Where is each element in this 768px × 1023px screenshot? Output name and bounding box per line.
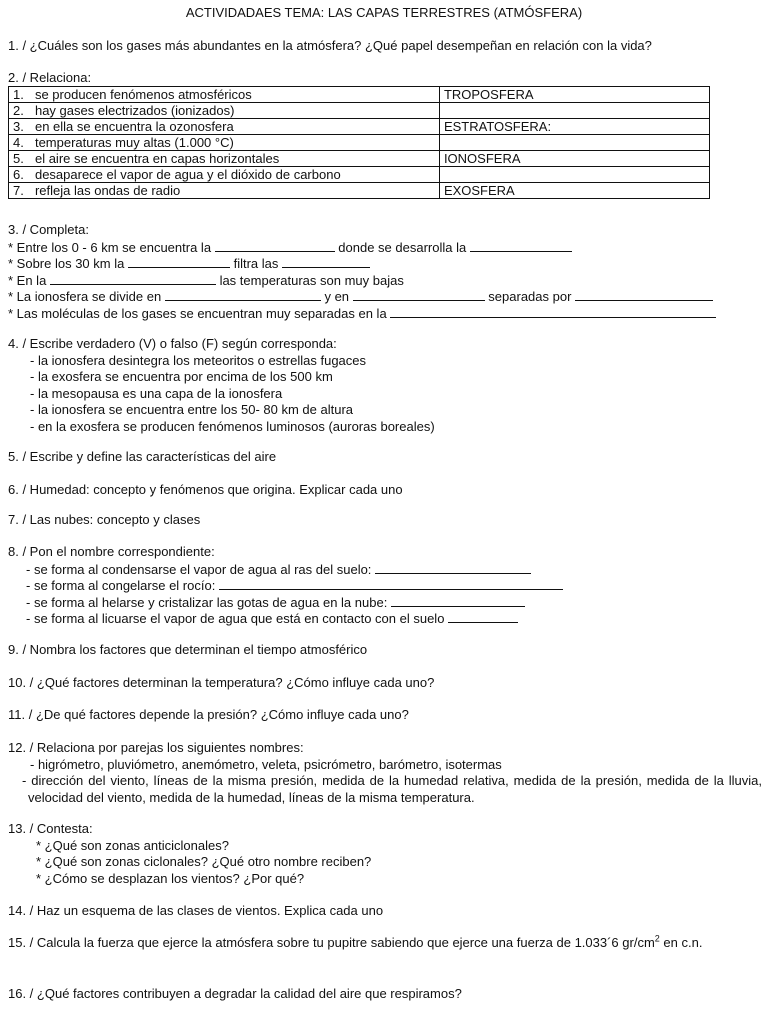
row-layer: EXOSFERA — [439, 183, 709, 199]
answer-blank[interactable] — [353, 288, 485, 301]
question-10: 10. / ¿Qué factores determinan la temperatura? ¿Cómo influye cada uno? — [8, 675, 435, 690]
row-description: en ella se encuentra la ozonosfera — [31, 119, 439, 135]
row-layer: TROPOSFERA — [439, 87, 709, 103]
answer-blank[interactable] — [391, 594, 525, 607]
question-11: 11. / ¿De qué factores depende la presión? ¿Cómo influye cada uno? — [8, 707, 409, 722]
row-number: 1. — [9, 87, 31, 103]
row-layer: IONOSFERA — [439, 151, 709, 167]
completion-line: * Sobre los 30 km la filtra las — [8, 255, 762, 272]
table-row — [9, 87, 710, 103]
question-4 — [8, 336, 762, 435]
row-number: 2. — [9, 103, 31, 119]
row-description: el aire se encuentra en capas horizontales — [31, 151, 439, 167]
answer-blank[interactable] — [128, 255, 230, 268]
row-description: se producen fenómenos atmosféricos — [31, 87, 439, 103]
row-description: desaparece el vapor de agua y el dióxido de carbono — [31, 167, 439, 183]
question-3-heading: 3. / Completa: — [8, 222, 89, 237]
list-item: - se forma al licuarse el vapor de agua que está en contacto con el suelo — [8, 610, 762, 627]
measure-list: - dirección del viento, líneas de la misma presión, medida de la humedad relativa, medida de la presión, medida de la lluvia, velocidad del viento, medida de la humedad, líneas de la misma temperatura. — [22, 773, 762, 805]
list-item: - la exosfera se encuentra por encima de los 500 km — [30, 369, 333, 384]
question-4-heading: 4. / Escribe verdadero (V) o falso (F) según corresponda: — [8, 336, 337, 351]
relation-table — [8, 86, 710, 199]
answer-blank[interactable] — [470, 239, 572, 252]
list-item: - en la exosfera se producen fenómenos luminosos (auroras boreales) — [30, 418, 435, 434]
list-item: * ¿Qué son zonas ciclonales? ¿Qué otro nombre reciben? — [36, 854, 372, 869]
completion-line: * La ionosfera se divide en y en separadas por — [8, 288, 762, 305]
question-13-heading: 13. / Contesta: — [8, 821, 93, 836]
answer-blank[interactable] — [448, 610, 518, 623]
answer-blank[interactable] — [390, 305, 716, 318]
table-row — [9, 103, 710, 119]
question-1: 1. / ¿Cuáles son los gases más abundantes en la atmósfera? ¿Qué papel desempeñan en relación con la vida? — [8, 38, 652, 53]
row-number: 4. — [9, 135, 31, 151]
table-row — [9, 167, 710, 183]
list-item: - se forma al helarse y cristalizar las gotas de agua en la nube: — [8, 594, 762, 611]
completion-line: * En la las temperaturas son muy bajas — [8, 272, 404, 288]
question-8-heading: 8. / Pon el nombre correspondiente: — [8, 544, 215, 559]
question-13 — [8, 821, 762, 887]
table-row — [9, 151, 710, 167]
table-row — [9, 135, 710, 151]
list-item: - se forma al condensarse el vapor de agua al ras del suelo: — [8, 561, 762, 578]
row-description: hay gases electrizados (ionizados) — [31, 103, 439, 119]
answer-blank[interactable] — [165, 288, 321, 301]
question-6: 6. / Humedad: concepto y fenómenos que origina. Explicar cada uno — [8, 482, 403, 497]
row-number: 6. — [9, 167, 31, 183]
table-row — [9, 119, 710, 135]
list-item: - la mesopausa es una capa de la ionosfera — [30, 385, 283, 401]
list-item: * ¿Qué son zonas anticiclonales? — [36, 837, 229, 853]
question-12-heading: 12. / Relaciona por parejas los siguientes nombres: — [8, 740, 304, 755]
row-number: 3. — [9, 119, 31, 135]
answer-blank[interactable] — [219, 577, 563, 590]
page-title: ACTIVIDADAES TEMA: LAS CAPAS TERRESTRES (ATMÓSFERA) — [185, 5, 583, 20]
question-12 — [8, 740, 762, 806]
question-14: 14. / Haz un esquema de las clases de vientos. Explica cada uno — [8, 903, 384, 918]
completion-line: * Entre los 0 - 6 km se encuentra la donde se desarrolla la — [8, 239, 762, 256]
question-5: 5. / Escribe y define las características del aire — [8, 449, 277, 464]
answer-blank[interactable] — [575, 288, 713, 301]
table-row — [9, 183, 710, 199]
row-layer: ESTRATOSFERA: — [439, 119, 709, 135]
list-item: - se forma al congelarse el rocío: — [8, 577, 762, 594]
instrument-list: - higrómetro, pluviómetro, anemómetro, veleta, psicrómetro, barómetro, isotermas — [30, 756, 502, 772]
answer-blank[interactable] — [375, 561, 531, 574]
question-2-heading: 2. / Relaciona: — [8, 70, 92, 85]
list-item: - la ionosfera se encuentra entre los 50- 80 km de altura — [30, 402, 354, 417]
row-number: 5. — [9, 151, 31, 167]
question-3 — [8, 222, 762, 321]
question-16: 16. / ¿Qué factores contribuyen a degradar la calidad del aire que respiramos? — [8, 986, 462, 1001]
answer-blank[interactable] — [282, 255, 370, 268]
row-layer — [439, 167, 709, 183]
question-7: 7. / Las nubes: concepto y clases — [8, 512, 201, 527]
completion-line: * Las moléculas de los gases se encuentran muy separadas en la — [8, 305, 762, 322]
question-15: 15. / Calcula la fuerza que ejerce la atmósfera sobre tu pupitre sabiendo que ejerce una fuerza de 1.033´6 $gr/cm^2$ en c.n. — [8, 933, 703, 950]
row-number: 7. — [9, 183, 31, 199]
question-8 — [8, 544, 762, 627]
list-item: * ¿Cómo se desplazan los vientos? ¿Por qué? — [36, 870, 305, 886]
question-9: 9. / Nombra los factores que determinan el tiempo atmosférico — [8, 642, 368, 657]
row-layer — [439, 135, 709, 151]
row-description: refleja las ondas de radio — [31, 183, 439, 199]
row-layer — [439, 103, 709, 119]
answer-blank[interactable] — [215, 239, 335, 252]
answer-blank[interactable] — [50, 272, 216, 285]
row-description: temperaturas muy altas (1.000 °C) — [31, 135, 439, 151]
list-item: - la ionosfera desintegra los meteoritos o estrellas fugaces — [30, 352, 367, 368]
